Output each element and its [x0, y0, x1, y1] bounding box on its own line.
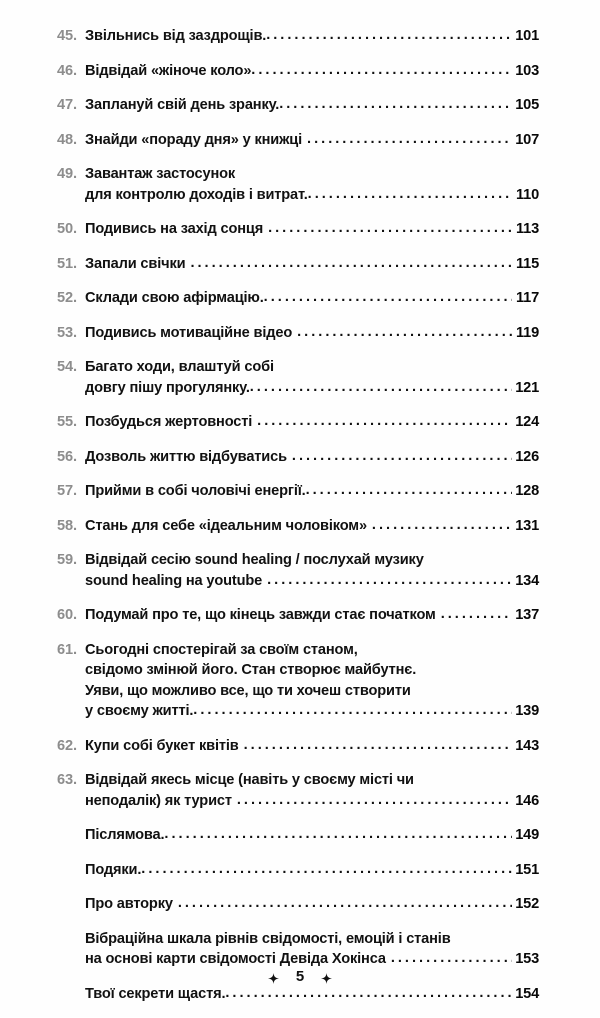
toc-entry-last-line	[85, 481, 539, 502]
toc-entry[interactable]	[57, 860, 539, 881]
toc-entry[interactable]	[57, 95, 539, 116]
toc-entry[interactable]	[57, 357, 539, 398]
toc-entry-title: Відвідай сесію sound healing / послухай музику	[85, 552, 424, 568]
leader-dots	[372, 515, 512, 529]
toc-page-number: 154	[515, 985, 539, 1002]
toc-entry-last-line	[85, 219, 539, 240]
toc-page-number: 119	[516, 324, 539, 341]
toc-entry-body	[85, 288, 539, 309]
toc-entry-number: 62.	[57, 737, 77, 754]
toc-entry-line	[85, 640, 539, 661]
toc-entry-title: для контролю доходів і витрат.	[85, 186, 308, 203]
toc-entry-number: 53.	[57, 324, 77, 341]
leader-dots	[190, 253, 512, 267]
toc-entry-last-line	[85, 130, 539, 151]
toc-page-number: 117	[516, 290, 539, 306]
toc-entry-title: Післямова.	[85, 827, 165, 843]
toc-entry[interactable]	[57, 481, 539, 502]
toc-entry[interactable]	[57, 929, 539, 970]
toc-entry-last-line	[85, 412, 539, 433]
toc-entry[interactable]	[57, 412, 539, 433]
toc-entry[interactable]	[57, 605, 539, 626]
toc-entry-title: Подяки.	[85, 861, 142, 878]
toc-entry-title: Склади свою афірмацію.	[85, 290, 264, 306]
toc-entry-body	[85, 95, 539, 116]
toc-entry-title: Заплануй свій день зранку.	[85, 97, 280, 113]
toc-page-number: 139	[515, 703, 539, 719]
toc-entry-line	[85, 770, 539, 791]
page-number: 5	[295, 968, 305, 985]
toc-entry-title: Подивись мотиваційне відео	[85, 324, 293, 341]
toc-page-number: 126	[515, 448, 539, 465]
toc-entry-number: 50.	[57, 221, 77, 237]
toc-page-number: 128	[515, 483, 539, 499]
toc-entry-title: Позбудься жертовності	[85, 414, 253, 430]
toc-entry-title: Багато ходи, влаштуй собі	[85, 359, 274, 375]
toc-page-number: 124	[515, 414, 539, 430]
toc-entry-last-line	[85, 736, 539, 757]
toc-entry-number: 51.	[57, 255, 77, 272]
toc-entry-body	[85, 825, 539, 846]
toc-entry-number: 46.	[57, 62, 77, 79]
leader-dots	[225, 983, 512, 997]
toc-page-number: 134	[515, 572, 539, 589]
toc-entry[interactable]	[57, 219, 539, 240]
toc-entry-number: 60.	[57, 607, 77, 623]
toc-entry[interactable]	[57, 770, 539, 811]
leader-dots	[164, 824, 512, 838]
toc-entry-body	[85, 164, 539, 205]
toc-entry[interactable]	[57, 164, 539, 205]
toc-entry-last-line	[85, 894, 539, 915]
toc-entry-last-line	[85, 323, 539, 344]
toc-entry-number: 61.	[57, 641, 77, 658]
toc-entry-number: 55.	[57, 414, 77, 430]
toc-entry[interactable]	[57, 984, 539, 1005]
leader-dots	[193, 700, 512, 714]
table-of-contents	[57, 26, 539, 1018]
toc-entry[interactable]	[57, 516, 539, 537]
toc-entry-number: 48.	[57, 131, 77, 148]
toc-entry-last-line	[85, 949, 539, 970]
toc-page-number: 107	[515, 131, 539, 148]
page-footer	[0, 969, 600, 984]
toc-entry-body	[85, 447, 539, 468]
toc-entry[interactable]	[57, 550, 539, 591]
toc-entry-title: довгу пішу прогулянку.	[85, 379, 250, 396]
toc-entry-number: 49.	[57, 166, 77, 182]
leader-dots	[251, 60, 512, 74]
toc-entry-last-line	[85, 825, 539, 846]
leader-dots	[391, 948, 512, 962]
leader-dots	[244, 735, 512, 749]
toc-entry[interactable]	[57, 288, 539, 309]
toc-page-number: 137	[515, 607, 539, 623]
toc-entry[interactable]	[57, 736, 539, 757]
toc-entry-title: Прийми в собі чоловічі енергії.	[85, 483, 306, 499]
toc-page-number: 101	[515, 28, 539, 44]
toc-entry-body	[85, 26, 539, 47]
toc-entry-number: 59.	[57, 552, 77, 568]
toc-page-number: 131	[515, 517, 539, 534]
leader-dots	[178, 893, 512, 907]
toc-entry-number: 58.	[57, 517, 77, 534]
toc-entry-title: неподалік) як турист	[85, 792, 232, 809]
toc-entry-title: Уяви, що можливо все, що ти хочеш створити	[85, 682, 411, 699]
toc-entry-body	[85, 219, 539, 240]
toc-page-number: 110	[516, 186, 539, 203]
toc-entry-body	[85, 640, 539, 722]
toc-entry-body	[85, 481, 539, 502]
toc-entry-last-line	[85, 447, 539, 468]
toc-entry-body	[85, 550, 539, 591]
toc-entry-title: Відвідай якесь місце (навіть у своєму місті чи	[85, 772, 414, 788]
toc-entry-last-line	[85, 516, 539, 537]
toc-entry-last-line	[85, 571, 539, 592]
leader-dots	[268, 218, 512, 232]
toc-entry-number: 56.	[57, 448, 77, 465]
toc-page-number: 115	[516, 255, 539, 272]
leader-dots	[307, 129, 512, 143]
toc-entry-title: Твої секрети щастя.	[85, 985, 226, 1002]
toc-entry-title: Відвідай «жіноче коло»	[85, 62, 252, 79]
toc-entry-line	[85, 164, 539, 185]
toc-entry[interactable]	[57, 26, 539, 47]
toc-entry-last-line	[85, 185, 539, 206]
toc-entry-body	[85, 516, 539, 537]
leader-dots	[264, 287, 512, 301]
toc-entry[interactable]	[57, 254, 539, 275]
toc-entry-last-line	[85, 605, 539, 626]
toc-entry-last-line	[85, 288, 539, 309]
toc-entry-last-line	[85, 61, 539, 82]
toc-entry-title: Дозволь життю відбуватись	[85, 448, 287, 465]
toc-entry-last-line	[85, 984, 539, 1005]
toc-entry-body	[85, 605, 539, 626]
toc-entry-body	[85, 130, 539, 151]
toc-entry-body	[85, 61, 539, 82]
toc-entry-body	[85, 357, 539, 398]
leader-dots	[306, 480, 512, 494]
toc-entry[interactable]	[57, 894, 539, 915]
toc-entry[interactable]	[57, 130, 539, 151]
toc-entry-number: 54.	[57, 359, 77, 375]
toc-page-number: 151	[515, 861, 539, 878]
toc-entry-body	[85, 412, 539, 433]
toc-entry-title: Подивись на захід сонця	[85, 221, 264, 237]
leader-dots	[292, 446, 512, 460]
toc-entry-number: 45.	[57, 28, 77, 44]
toc-entry-title: Подумай про те, що кінець завжди стає початком	[85, 607, 436, 623]
toc-entry-title: свідомо змінюй його. Стан створює майбутнє.	[85, 662, 417, 678]
leader-dots	[297, 322, 512, 336]
toc-entry-last-line	[85, 701, 539, 722]
toc-entry-title: у своєму житті.	[85, 703, 194, 719]
toc-entry-title: Звільнись від заздрощів.	[85, 28, 267, 44]
leader-dots	[257, 411, 512, 425]
toc-entry-number: 57.	[57, 483, 77, 499]
toc-page-number: 146	[515, 792, 539, 809]
toc-entry-line	[85, 681, 539, 702]
toc-entry-last-line	[85, 860, 539, 881]
toc-entry-line	[85, 660, 539, 681]
toc-page-number: 103	[515, 62, 539, 79]
toc-entry-body	[85, 984, 539, 1005]
toc-entry[interactable]	[57, 323, 539, 344]
toc-entry-title: Запали свічки	[85, 255, 186, 272]
toc-entry-last-line	[85, 791, 539, 812]
toc-entry-line	[85, 357, 539, 378]
toc-entry-title: Знайди «пораду дня» у книжці	[85, 131, 303, 148]
toc-entry-title: Про авторку	[85, 896, 173, 912]
toc-entry[interactable]	[57, 61, 539, 82]
toc-entry-title: Завантаж застосунок	[85, 166, 236, 182]
toc-entry[interactable]	[57, 640, 539, 722]
toc-entry-last-line	[85, 254, 539, 275]
leader-dots	[308, 184, 512, 198]
toc-entry[interactable]	[57, 825, 539, 846]
toc-entry-last-line	[85, 378, 539, 399]
toc-entry-title: sound healing на youtube	[85, 572, 263, 589]
leader-dots	[141, 859, 512, 873]
toc-entry-number: 52.	[57, 290, 77, 306]
leader-dots	[279, 94, 512, 108]
toc-entry-title: Сьогодні спостерігай за своїм станом,	[85, 641, 358, 658]
toc-entry-title: Стань для себе «ідеальним чоловіком»	[85, 517, 367, 534]
toc-page-number: 113	[516, 221, 539, 237]
toc-entry-title: на основі карти свідомості Девіда Хокінса	[85, 951, 386, 967]
toc-page-number: 152	[515, 896, 539, 912]
toc-page-number: 143	[515, 737, 539, 754]
toc-entry[interactable]	[57, 447, 539, 468]
leader-dots	[237, 790, 512, 804]
toc-entry-body	[85, 254, 539, 275]
toc-page-number: 121	[515, 379, 539, 396]
toc-entry-body	[85, 323, 539, 344]
leader-dots	[441, 604, 512, 618]
sparkle-icon	[321, 971, 332, 982]
toc-entry-title: Вібраційна шкала рівнів свідомості, емоцій і станів	[85, 930, 451, 947]
toc-entry-line	[85, 929, 539, 950]
toc-entry-title: Купи собі букет квітів	[85, 737, 239, 754]
toc-entry-body	[85, 736, 539, 757]
toc-page-number: 149	[515, 827, 539, 843]
toc-entry-body	[85, 929, 539, 970]
toc-entry-line	[85, 550, 539, 571]
toc-page-number: 105	[515, 97, 539, 113]
toc-entry-number: 63.	[57, 772, 77, 788]
leader-dots	[267, 570, 512, 584]
toc-entry-number: 47.	[57, 97, 77, 113]
toc-entry-last-line	[85, 95, 539, 116]
toc-page-number: 153	[515, 951, 539, 967]
toc-entry-body	[85, 894, 539, 915]
toc-entry-body	[85, 860, 539, 881]
leader-dots	[266, 25, 512, 39]
toc-entry-last-line	[85, 26, 539, 47]
sparkle-icon	[268, 971, 279, 982]
leader-dots	[250, 377, 512, 391]
toc-entry-body	[85, 770, 539, 811]
